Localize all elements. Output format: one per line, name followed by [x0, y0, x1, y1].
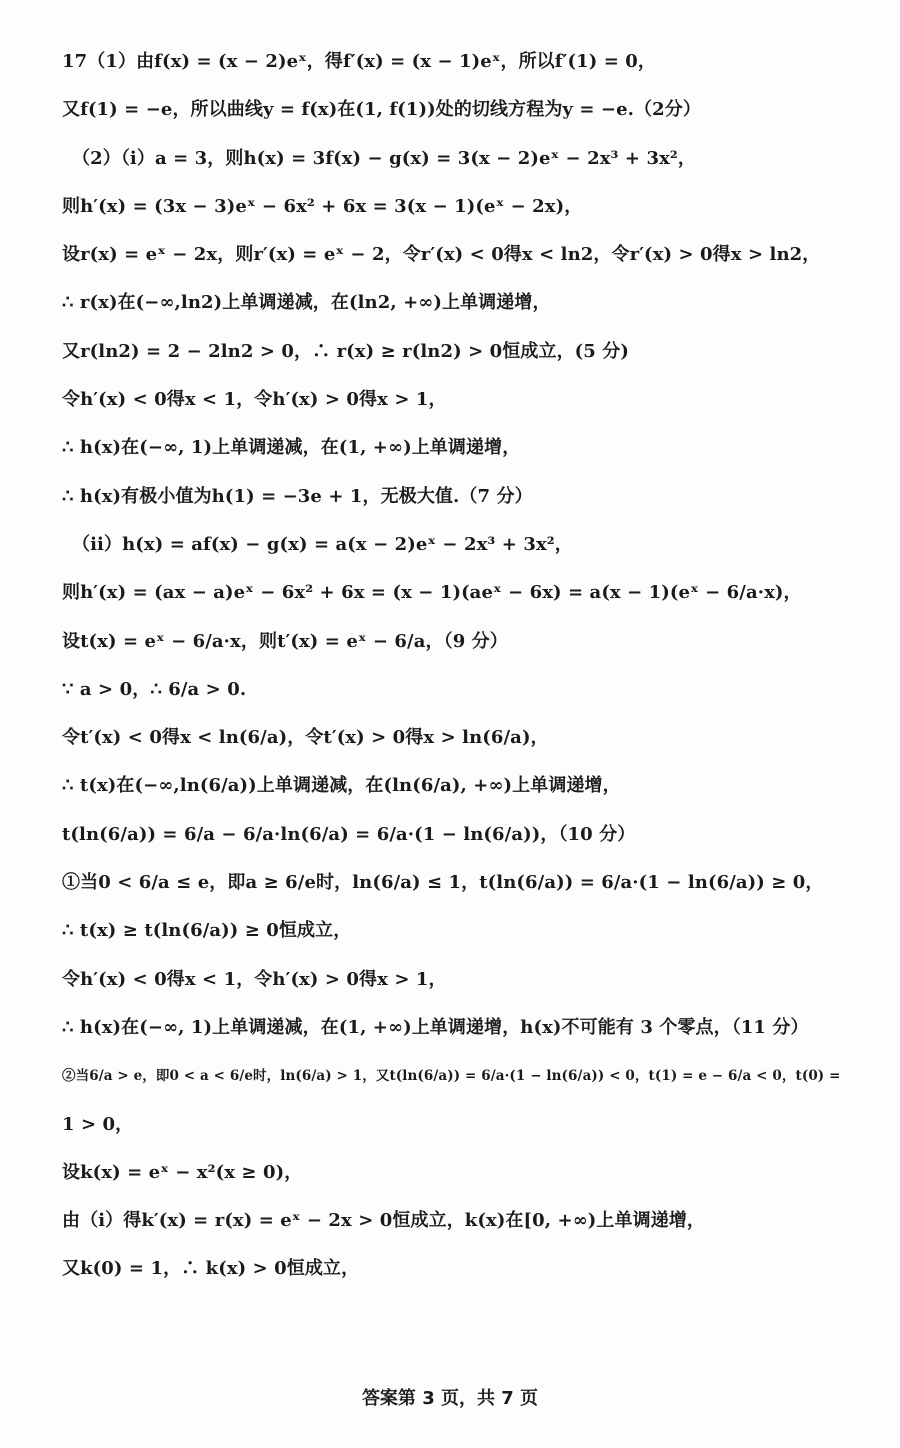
solution-line: t(ln(6/a)) = 6/a − 6/a·ln(6/a) = 6/a·(1 − ln(6/a))，（10 分） — [62, 823, 636, 845]
solution-line: ∴ h(x)在(−∞, 1)上单调递减，在(1, +∞)上单调递增， — [62, 437, 521, 459]
solution-line: ∴ h(x)在(−∞, 1)上单调递减，在(1, +∞)上单调递增，h(x)不可能有 3 个零点，（11 分） — [62, 1016, 809, 1038]
solution-line: 令h′(x) < 0得x < 1，令h′(x) > 0得x > 1， — [62, 968, 447, 990]
solution-line: 又f(1) = −e，所以曲线y = f(x)在(1, f(1))处的切线方程为y = −e.（2分） — [62, 99, 701, 121]
solution-line: 又r(ln2) = 2 − 2ln2 > 0，∴ r(x) ≥ r(ln2) > 0恒成立，(5 分) — [62, 340, 629, 362]
solution-line: ∴ t(x) ≥ t(ln(6/a)) ≥ 0恒成立， — [62, 920, 352, 942]
solution-line: 设t(x) = eˣ − 6/a·x，则t′(x) = eˣ − 6/a，（9 分） — [62, 630, 508, 652]
solution-line: ∴ h(x)有极小值为h(1) = −3e + 1，无极大值.（7 分） — [62, 485, 533, 507]
solution-line: （ii）h(x) = af(x) − g(x) = a(x − 2)eˣ − 2x³ + 3x²， — [72, 533, 573, 555]
solution-line: 1 > 0， — [62, 1113, 134, 1135]
solution-line: ∴ r(x)在(−∞,ln2)上单调递减，在(ln2, +∞)上单调递增， — [62, 292, 551, 314]
solution-line: ∵ a > 0，∴ 6/a > 0. — [62, 678, 247, 700]
solution-line: 令h′(x) < 0得x < 1，令h′(x) > 0得x > 1， — [62, 389, 447, 411]
solution-line: ∴ t(x)在(−∞,ln(6/a))上单调递减，在(ln(6/a), +∞)上单调递增， — [62, 775, 621, 797]
solution-line: 由（i）得k′(x) = r(x) = eˣ − 2x > 0恒成立，k(x)在[0, +∞)上单调递增， — [62, 1210, 706, 1232]
solution-line: （2）（i）a = 3，则h(x) = 3f(x) − g(x) = 3(x − 2)eˣ − 2x³ + 3x²， — [72, 147, 696, 169]
solution-line: 设r(x) = eˣ − 2x，则r′(x) = eˣ − 2，令r′(x) < 0得x < ln2，令r′(x) > 0得x > ln2， — [62, 244, 821, 266]
solution-line: 令t′(x) < 0得x < ln(6/a)，令t′(x) > 0得x > ln(6/a)， — [62, 727, 549, 749]
solution-line: 又k(0) = 1，∴ k(x) > 0恒成立， — [62, 1258, 360, 1280]
solution-line: 则h′(x) = (ax − a)eˣ − 6x² + 6x = (x − 1)(aeˣ − 6x) = a(x − 1)(eˣ − 6/a·x)， — [62, 582, 802, 604]
solution-line: 设k(x) = eˣ − x²(x ≥ 0)， — [62, 1161, 303, 1183]
solution-line: ①当0 < 6/a ≤ e，即a ≥ 6/e时，ln(6/a) ≤ 1，t(ln(6/a)) = 6/a·(1 − ln(6/a)) ≥ 0， — [62, 872, 824, 894]
solution-line: 则h′(x) = (3x − 3)eˣ − 6x² + 6x = 3(x − 1)(eˣ − 2x)， — [62, 195, 583, 217]
solution-line: 17（1）由f(x) = (x − 2)eˣ，得f′(x) = (x − 1)eˣ，所以f′(1) = 0， — [62, 51, 656, 72]
page-footer: 答案第 3 页，共 7 页 — [361, 1388, 539, 1409]
solution-body — [62, 38, 852, 1294]
solution-line: ②当6/a > e，即0 < a < 6/e时，ln(6/a) > 1，又t(ln(6/a)) = 6/a·(1 − ln(6/a)) < 0，t(1) = e − 6/a < 0，t(0) = — [62, 1068, 841, 1085]
